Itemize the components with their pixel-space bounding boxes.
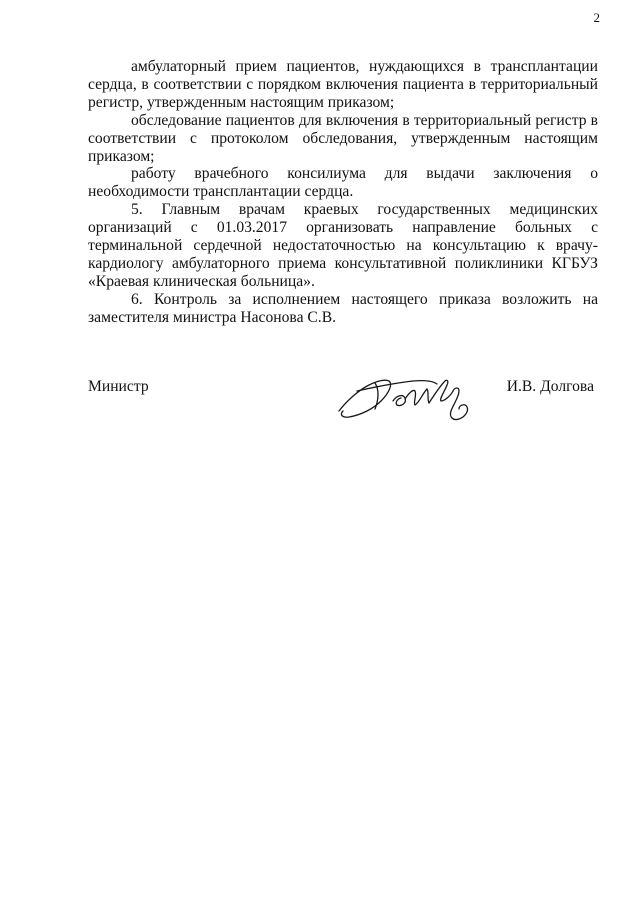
document-body [88,58,598,327]
handwritten-signature [335,365,490,425]
paragraph-item-6: 6. Контроль за исполнением настоящего приказа возложить на заместителя министра Насонова С.В. [88,290,598,326]
paragraph-medical-council: работу врачебного консилиума для выдачи заключения о необходимости трансплантации сердца. [88,165,598,201]
signatory-title: Министр [88,378,149,395]
paragraph-item-5: 5. Главным врачам краевых государственных медицинских организаций с 01.03.2017 организовать направление больных с терминальной сердечной недостаточностью на консультацию к врачу-кардиологу амбулаторного приема консультативной поликлиники КГБУЗ «Краевая клиническая больница». [88,201,598,290]
paragraph-outpatient-reception: амбулаторный прием пациентов, нуждающихся в трансплантации сердца, в соответствии с порядком включения пациента в территориальный регистр, утвержденным настоящим приказом; [88,58,598,111]
page-number: 2 [593,10,600,25]
paragraph-patient-examination: обследование пациентов для включения в территориальный регистр в соответствии с протоколом обследования, утвержденным настоящим приказом; [88,111,598,165]
signatory-name: И.В. Долгова [506,378,594,395]
